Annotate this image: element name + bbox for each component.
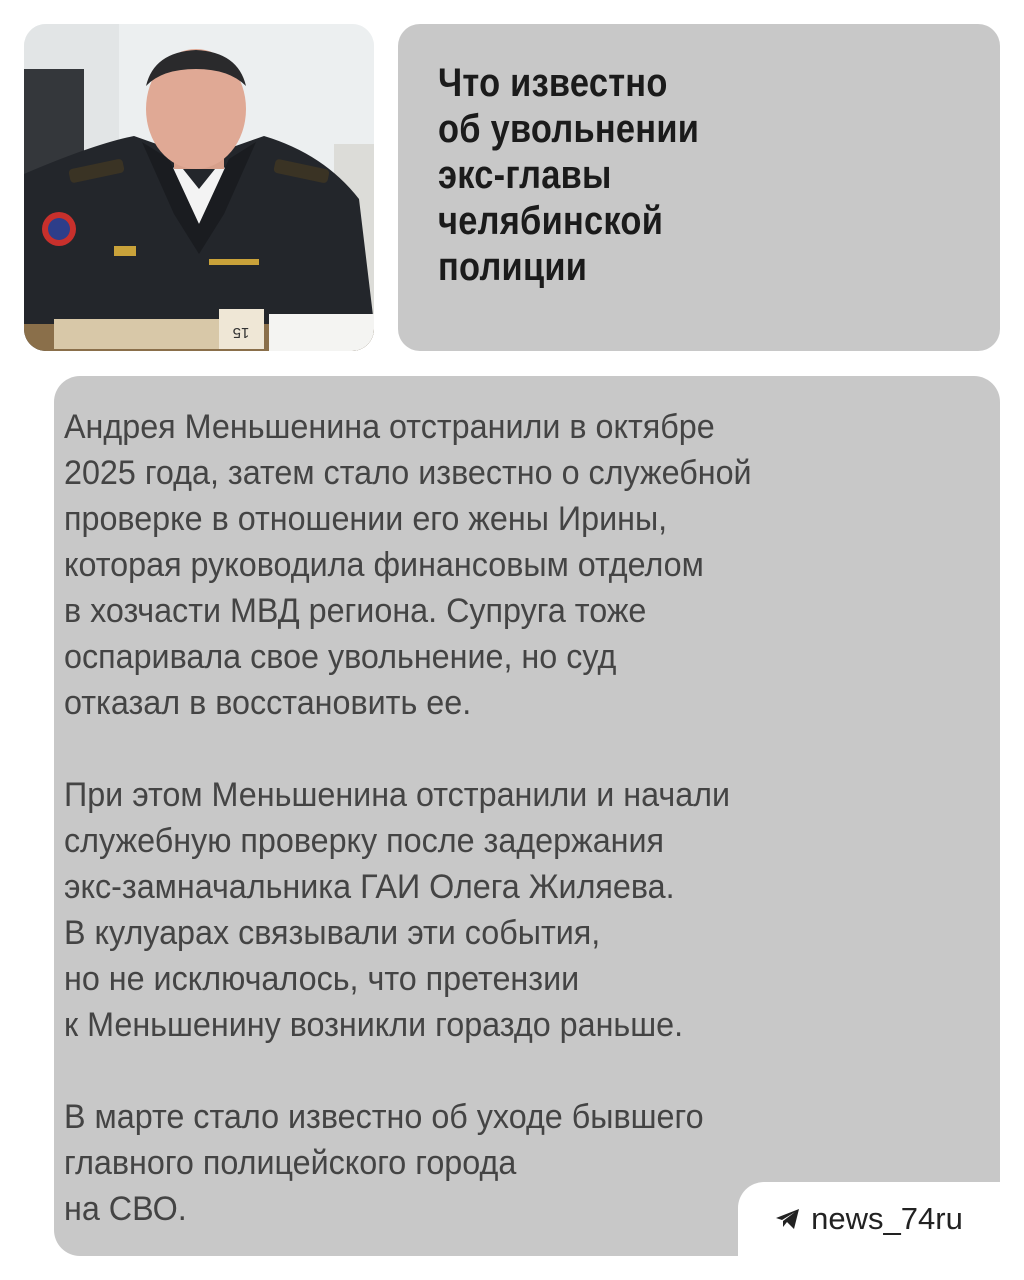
text-line: 2025 года, затем стало известно о служебной — [64, 454, 752, 492]
text-line: отказал в восстановить ее. — [64, 684, 472, 722]
paragraph — [64, 772, 964, 1048]
telegram-plane-icon — [775, 1208, 801, 1230]
text-line: Андрея Меньшенина отстранили в октябре — [64, 408, 715, 446]
nameplate-number: 15 — [232, 324, 250, 341]
article-body — [64, 404, 964, 1232]
text-line: к Меньшенину возникли гораздо раньше. — [64, 1006, 684, 1044]
text-line: на СВО. — [64, 1190, 187, 1228]
title-line: полиции — [438, 245, 588, 289]
title-line: об увольнении — [438, 107, 700, 151]
text-line: но не исключалось, что претензии — [64, 960, 580, 998]
paragraph — [64, 404, 964, 726]
title-line: Что известно — [438, 61, 668, 105]
source-handle: news_74ru — [811, 1201, 963, 1236]
source-badge[interactable] — [738, 1182, 1000, 1256]
photo-card — [24, 24, 374, 351]
text-line: главного полицейского города — [64, 1144, 517, 1182]
text-line: служебную проверку после задержания — [64, 822, 665, 860]
title-card — [398, 24, 1000, 351]
text-line: экс-замначальника ГАИ Олега Жиляева. — [64, 868, 675, 906]
text-line: в хозчасти МВД региона. Супруга тоже — [64, 592, 647, 630]
text-line: проверке в отношении его жены Ирины, — [64, 500, 668, 538]
officer-photo — [24, 24, 374, 351]
text-line: которая руководила финансовым отделом — [64, 546, 704, 584]
title-line: челябинской — [438, 199, 664, 243]
text-line: В кулуарах связывали эти события, — [64, 914, 601, 952]
text-line: оспаривала свое увольнение, но суд — [64, 638, 617, 676]
title-line: экс-главы — [438, 153, 612, 197]
text-line: При этом Меньшенина отстранили и начали — [64, 776, 731, 814]
text-line: В марте стало известно об уходе бывшего — [64, 1098, 704, 1136]
